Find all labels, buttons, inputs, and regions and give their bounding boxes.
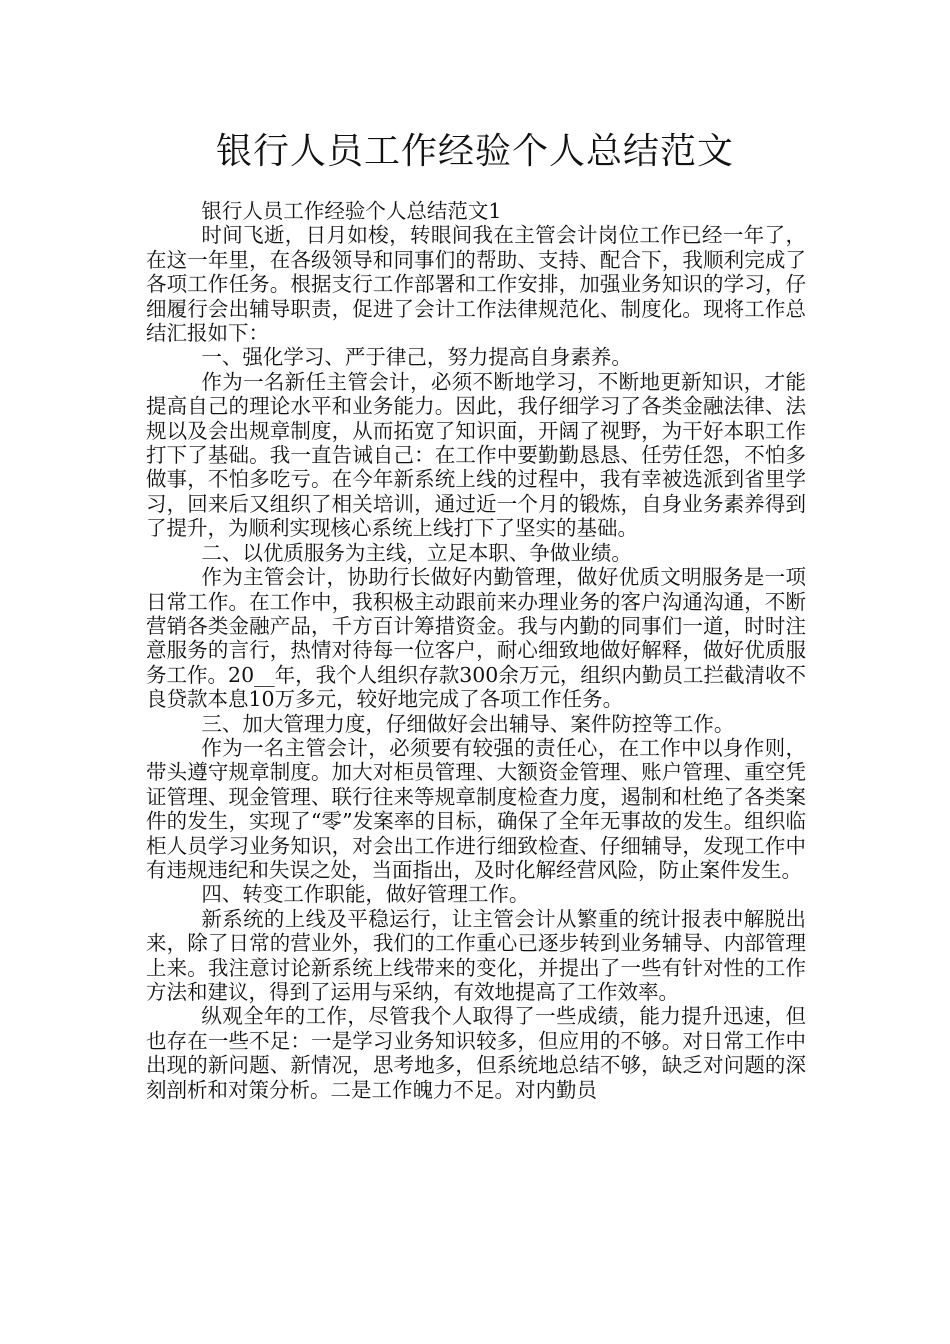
document-title: 银行人员工作经验个人总结范文 bbox=[215, 131, 734, 172]
section-heading-2: 二、以优质服务为主线，立足本职、争做业绩。 bbox=[201, 540, 632, 565]
section-heading-4: 四、转变工作职能，做好管理工作。 bbox=[201, 882, 530, 907]
paragraph-section-4: 新系统的上线及平稳运行，让主管会计从繁重的统计报表中解脱出来，除了日常的营业外，我们的工作重心已逐步转到业务辅导、内部管理上来。我注意讨论新系统上线带来的变化，并提出了一些有针对性的工作方法和建议，得到了运用与采纳，有效地提高了工作效率。 bbox=[146, 906, 806, 1004]
paragraph-section-3: 作为一名主管会计，必须要有较强的责任心，在工作中以身作则，带头遵守规章制度。加大对柜员管理、大额资金管理、账户管理、重空凭证管理、现金管理、联行往来等规章制度检查力度，遏制和杜绝了各类案件的发生，实现了“零”发案率的目标，确保了全年无事故的发生。组织临柜人员学习业务知识，对会出工作进行细致检查、仔细辅导，发现工作中有违规违纪和失误之处，当面指出，及时化解经营风险，防止案件发生。 bbox=[146, 735, 806, 882]
section-heading-1: 一、强化学习、严于律己，努力提高自身素养。 bbox=[201, 345, 632, 370]
document-body bbox=[146, 199, 806, 1102]
section-heading-3: 三、加大管理力度，仔细做好会出辅导、案件防控等工作。 bbox=[201, 711, 735, 736]
paragraph-section-2: 作为主管会计，协助行长做好内勤管理，做好优质文明服务是一项日常工作。在工作中，我积极主动跟前来办理业务的客户沟通沟通，不断营销各类金融产品，千方百计筹措资金。我与内勤的同事们一道，时时注意服务的言行，热情对待每一位客户，耐心细致地做好解释，做好优质服务工作。20__年，我个人组织存款300余万元，组织内勤员工拦截清收不良贷款本息10万多元，较好地完成了各项工作任务。 bbox=[146, 565, 806, 712]
paragraph-summary: 纵观全年的工作，尽管我个人取得了一些成绩，能力提升迅速，但也存在一些不足：一是学习业务知识较多，但应用的不够。对日常工作中出现的新问题、新情况，思考地多，但系统地总结不够，缺乏对问题的深刻剖析和对策分析。二是工作魄力不足。对内勤员 bbox=[146, 1004, 806, 1102]
paragraph-subtitle: 银行人员工作经验个人总结范文1 bbox=[201, 199, 502, 223]
paragraph-section-1: 作为一名新任主管会计，必须不断地学习，不断地更新知识，才能提高自己的理论水平和业务能力。因此，我仔细学习了各类金融法律、法规以及会出规章制度，从而拓宽了知识面，开阔了视野，为干好本职工作打下了基础。我一直告诫自己：在工作中要勤勤恳恳、任劳任怨，不怕多做事，不怕多吃亏。在今年新系统上线的过程中，我有幸被选派到省里学习，回来后又组织了相关培训，通过近一个月的锻炼，自身业务素养得到了提升，为顺利实现核心系统上线打下了坚实的基础。 bbox=[146, 369, 806, 541]
paragraph-intro: 时间飞逝，日月如梭，转眼间我在主管会计岗位工作已经一年了，在这一年里，在各级领导和同事们的帮助、支持、配合下，我顺利完成了各项工作任务。根据支行工作部署和工作安排，加强业务知识的学习，仔细履行会出辅导职责，促进了会计工作法律规范化、制度化。现将工作总结汇报如下： bbox=[146, 223, 806, 346]
